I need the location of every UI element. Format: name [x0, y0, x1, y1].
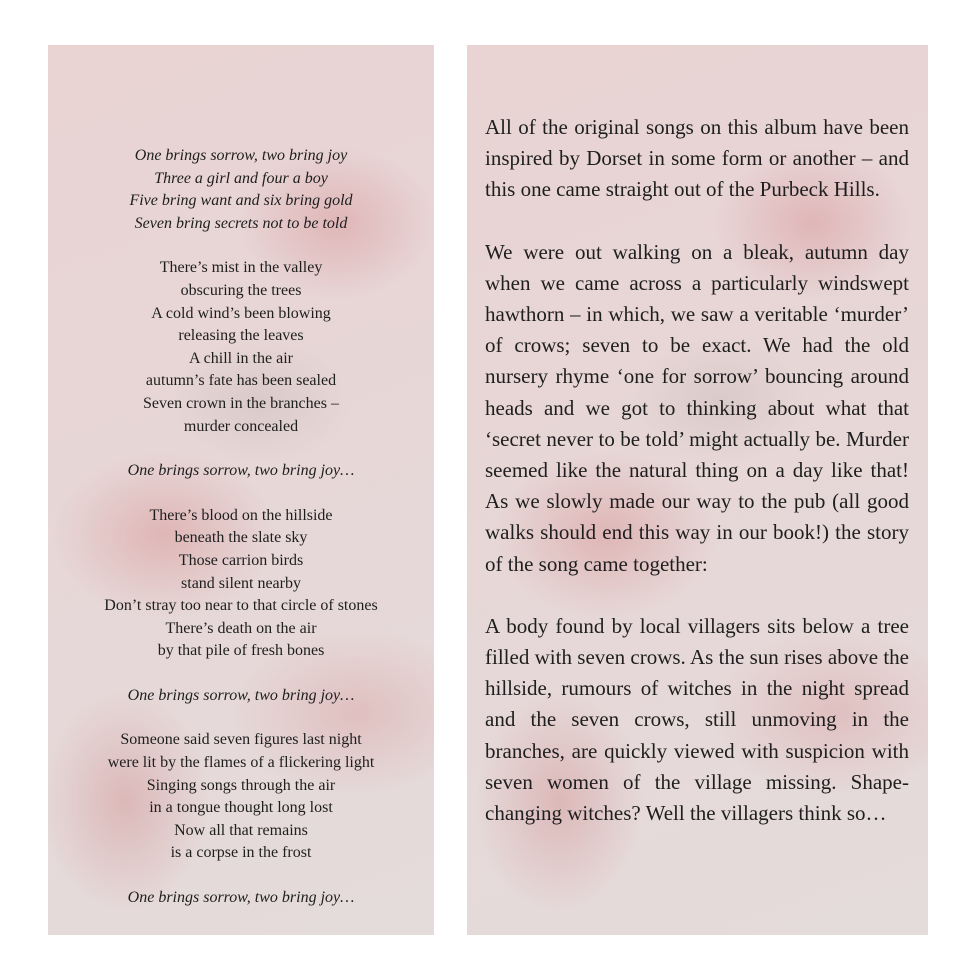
lyric-line: A cold wind’s been blowing — [151, 304, 331, 322]
refrain-3: One brings sorrow, two bring joy… — [127, 889, 355, 907]
lyric-line: Those carrion birds — [178, 551, 304, 569]
notes-paragraph-1: All of the original songs on this album have been inspired by Dorset in some form or another – and this one came straight out of the Purbeck Hills. — [485, 115, 909, 202]
notes-paragraph-3: A body found by local villagers sits below a tree filled with seven crows. As the sun rises above the hillside, rumours of witches in the night spread and the seven crows, still unmoving in the branches, are quickly viewed with suspicion with seven women of the village missing. Shape-changing witches? Well the villagers think so… — [485, 613, 909, 826]
lyric-line: There’s death on the air — [165, 619, 317, 637]
lyric-line: A chill in the air — [189, 349, 293, 367]
refrain-2: One brings sorrow, two bring joy… — [127, 686, 355, 704]
lyric-line: Five bring want and six bring gold — [129, 192, 353, 210]
lyric-line: Now all that remains — [174, 821, 308, 839]
lyric-line: Someone said seven figures last night — [120, 731, 362, 749]
lyric-line: murder concealed — [183, 417, 299, 435]
refrain-1: One brings sorrow, two bring joy… — [127, 462, 355, 480]
verse-1 — [48, 257, 434, 438]
opening-stanza — [48, 145, 434, 235]
lyric-line: in a tongue thought long lost — [149, 799, 333, 817]
lyric-line: were lit by the flames of a flickering light — [107, 754, 375, 772]
verse-3 — [48, 729, 434, 865]
lyric-line: Don’t stray too near to that circle of stones — [104, 597, 378, 615]
lyric-line: beneath the slate sky — [174, 529, 308, 547]
lyric-line: Seven crown in the branches – — [143, 394, 339, 412]
lyric-line: stand silent nearby — [181, 574, 301, 592]
notes-paragraph-2: We were out walking on a bleak, autumn day when we came across a particularly windswept hawthorn – in which, we saw a veritable ‘murder’ of crows; seven to be exact. We had the old nursery rhyme ‘one for sorrow’ bouncing around heads and we got to thinking about what that ‘secret never to be told’ might actually be. Murder seemed like the natural thing on a day like that! As we slowly made our way to the pub (all good walks should end this way in our book!) the story of the song came together: — [485, 239, 909, 576]
lyric-line: Three a girl and four a boy — [154, 169, 328, 187]
lyrics-panel — [48, 45, 434, 935]
lyric-line: Singing songs through the air — [146, 776, 336, 794]
lyrics-text — [48, 145, 434, 932]
lyric-line: releasing the leaves — [178, 327, 304, 345]
song-notes — [485, 112, 909, 829]
lyric-line: One brings sorrow, two bring joy — [134, 147, 348, 164]
lyric-line: by that pile of fresh bones — [157, 642, 325, 660]
lyric-line: obscuring the trees — [180, 281, 302, 299]
lyric-line: Seven bring secrets not to be told — [134, 214, 348, 232]
notes-panel — [467, 45, 928, 935]
lyric-line: There’s blood on the hillside — [149, 506, 333, 524]
verse-2 — [48, 505, 434, 663]
lyric-line: is a corpse in the frost — [170, 844, 312, 862]
lyric-line: autumn’s fate has been sealed — [145, 372, 337, 390]
lyric-line: There’s mist in the valley — [159, 259, 323, 277]
